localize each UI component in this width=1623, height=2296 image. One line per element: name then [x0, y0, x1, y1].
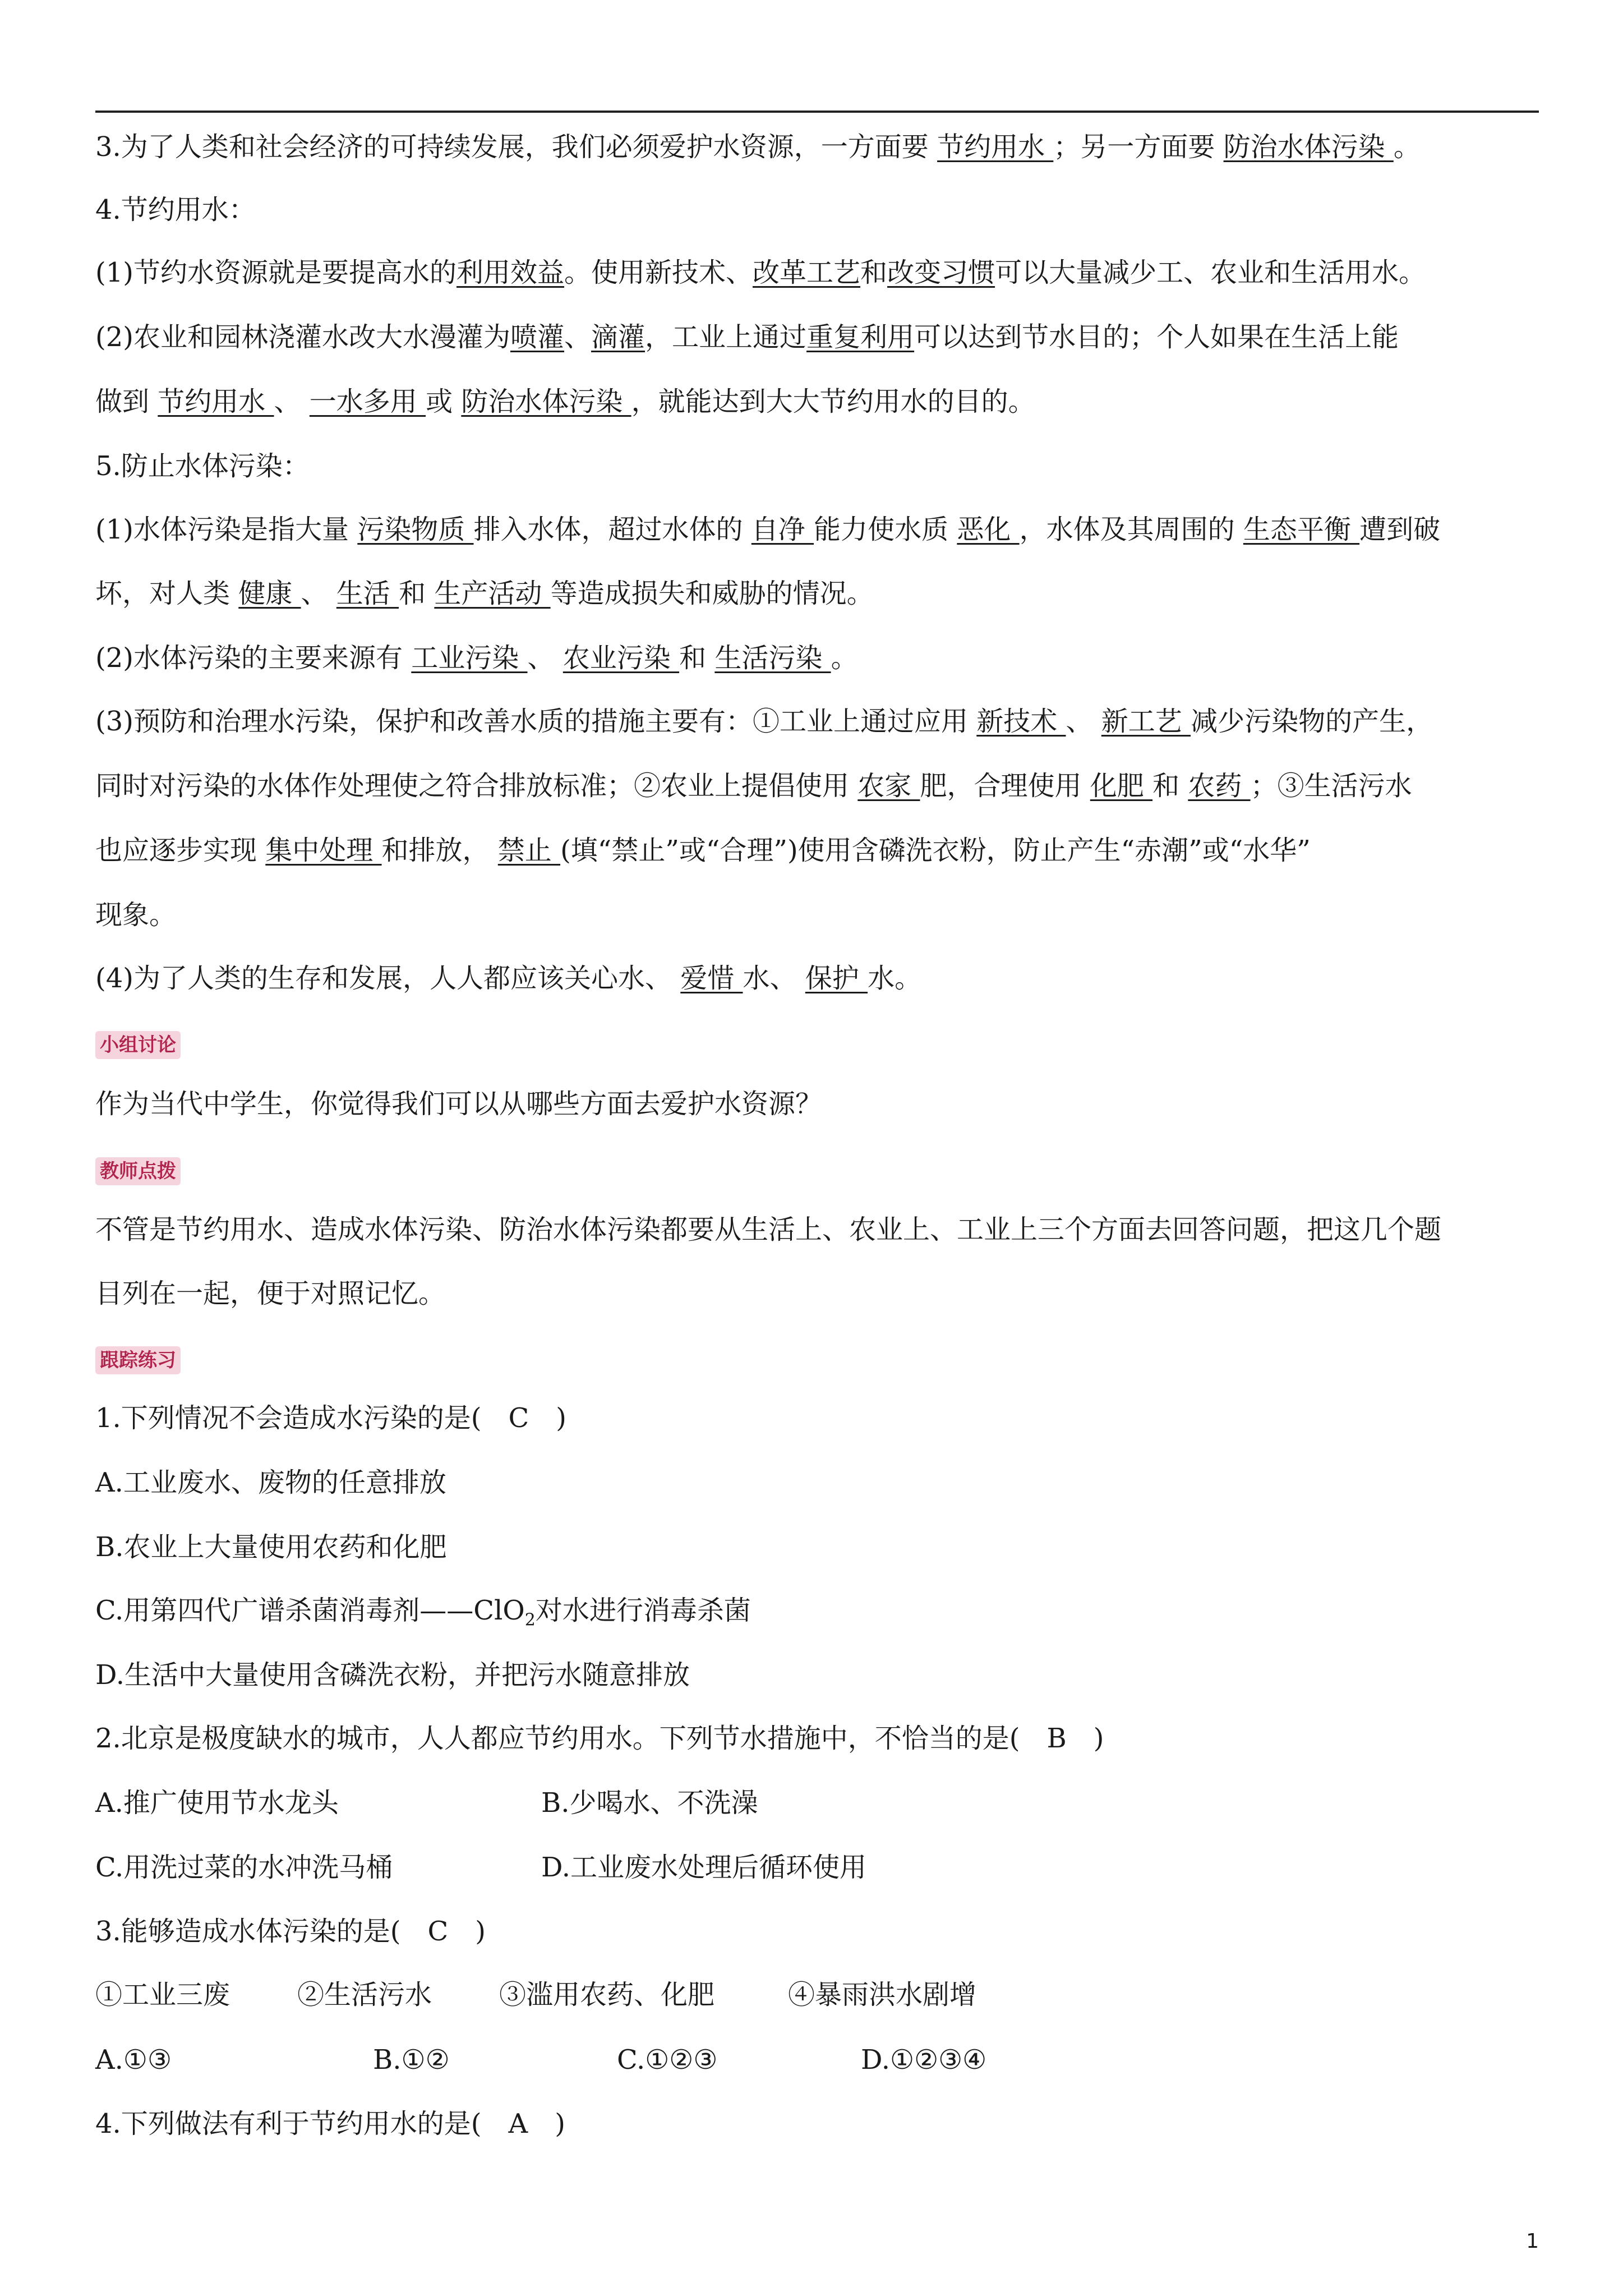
answer-blank: 新工艺	[1101, 706, 1191, 737]
q3-stem: 3.能够造成水体污染的是( C )	[95, 1916, 486, 1947]
answer-blank: 恶化	[957, 514, 1020, 545]
text: (1)水体污染是指大量	[95, 514, 358, 545]
text: ；另一方面要	[1053, 131, 1224, 163]
text: ，工业上通过	[645, 321, 807, 353]
text: 水、	[743, 963, 805, 994]
answer-blank: 改革工艺	[753, 257, 861, 288]
q3-option-c: C.①②③	[617, 2044, 718, 2076]
text: (2)农业和园林浇灌水改大水漫灌为	[95, 321, 510, 353]
text: 肥，合理使用	[920, 770, 1090, 802]
q1-option-a: A.工业废水、废物的任意排放	[95, 1467, 446, 1498]
answer-blank: 保护	[805, 963, 868, 994]
s3-line	[95, 127, 1542, 167]
text: 。使用新技术、	[564, 257, 753, 288]
s4-p2	[95, 317, 1542, 357]
text: (填“禁止”或“合理”)使用含磷洗衣粉，防止产生“赤潮”或“水华”	[560, 835, 1311, 866]
text: 做到	[95, 386, 158, 417]
text: 和排放，	[381, 835, 498, 866]
s5-p1-cont	[95, 573, 1542, 614]
answer-blank: 一水多用	[309, 386, 426, 417]
answer-blank: 滴灌	[591, 321, 645, 353]
text: 同时对污染的水体作处理使之符合排放标准；②农业上提倡使用	[95, 770, 858, 802]
answer-blank: 自净	[751, 514, 814, 545]
answer-blank: 农家	[857, 770, 920, 802]
header-rule	[95, 111, 1539, 113]
s4-p1	[95, 252, 1542, 293]
answer-blank: 节约用水	[158, 386, 274, 417]
answer-blank: 农业污染	[562, 642, 680, 674]
text: 排入水体，超过水体的	[473, 514, 751, 545]
text: 对水进行消毒杀菌	[535, 1595, 751, 1626]
q2-option-a: A.推广使用节水龙头	[95, 1787, 339, 1819]
q2-stem: 2.北京是极度缺水的城市，人人都应节约用水。下列节水措施中，不恰当的是( B )	[95, 1723, 1104, 1754]
q2-option-d: D.工业废水处理后循环使用	[541, 1852, 867, 1883]
text: 坏，对人类	[95, 578, 239, 609]
text: 。	[831, 642, 858, 674]
section-tag-discussion: 小组讨论	[95, 1031, 181, 1059]
answer-blank: 新技术	[976, 706, 1066, 737]
page-number: 1	[1526, 2230, 1539, 2253]
q1-stem: 1.下列情况不会造成水污染的是( C )	[95, 1402, 566, 1434]
text: 和	[399, 578, 435, 609]
text: 或	[426, 386, 462, 417]
q1-option-d: D.生活中大量使用含磷洗衣粉，并把污水随意排放	[95, 1659, 690, 1691]
text: ；③生活污水	[1250, 770, 1412, 802]
text: 3.为了人类和社会经济的可持续发展，我们必须爱护水资源，一方面要	[95, 131, 938, 163]
answer-blank: 工业污染	[411, 642, 528, 674]
answer-blank: 健康	[238, 578, 301, 609]
answer-blank: 防治水体污染	[1223, 131, 1394, 163]
text: 、	[1066, 706, 1101, 737]
text: (2)水体污染的主要来源有	[95, 642, 412, 674]
text: 减少污染物的产生，	[1191, 706, 1433, 737]
s5-p3	[95, 701, 1542, 742]
text: 、	[301, 578, 336, 609]
q1-option-c	[95, 1590, 1542, 1641]
answer-blank: 生态平衡	[1243, 514, 1360, 545]
q2-option-b: B.少喝水、不洗澡	[541, 1787, 758, 1819]
q4-stem: 4.下列做法有利于节约用水的是( A )	[95, 2108, 565, 2139]
text: 等造成损失和威胁的情况。	[550, 578, 874, 609]
q3-option-b: B.①②	[373, 2044, 450, 2076]
answer-blank: 化肥	[1090, 770, 1153, 802]
text: 。	[1393, 131, 1421, 163]
q3-item: ②生活污水	[297, 1979, 432, 2010]
answer-blank: 生活污染	[714, 642, 831, 674]
tips-line-1: 不管是节约用水、造成水体污染、防治水体污染都要从生活上、农业上、工业上三个方面去回答问题，把这几个题	[95, 1214, 1442, 1245]
section-tag-practice: 跟踪练习	[95, 1346, 181, 1374]
text: 和	[860, 257, 888, 288]
text: 能力使水质	[814, 514, 957, 545]
answer-blank: 爱惜	[680, 963, 743, 994]
text: (3)预防和治理水污染，保护和改善水质的措施主要有：①工业上通过应用	[95, 706, 977, 737]
text: 也应逐步实现	[95, 835, 266, 866]
subscript: 2	[524, 1610, 536, 1630]
s5-p1	[95, 509, 1542, 550]
answer-blank: 防治水体污染	[461, 386, 631, 417]
text: 可以达到节水目的；个人如果在生活上能	[914, 321, 1399, 353]
text: 、	[274, 386, 310, 417]
s4-p2-cont	[95, 381, 1542, 422]
s5-p4	[95, 958, 1542, 999]
text: ，就能达到大大节约用水的目的。	[631, 386, 1035, 417]
text: 可以大量减少工、农业和生活用水。	[995, 257, 1426, 288]
text: (1)节约水资源就是要提高水的	[95, 257, 457, 288]
answer-blank: 集中处理	[265, 835, 382, 866]
answer-blank: 利用效益	[457, 257, 565, 288]
text: 遭到破	[1359, 514, 1441, 545]
q3-item: ④暴雨洪水剧增	[788, 1979, 977, 2010]
q1-option-b: B.农业上大量使用农药和化肥	[95, 1531, 447, 1563]
text: 和	[679, 642, 715, 674]
text: ，水体及其周围的	[1019, 514, 1243, 545]
text: (4)为了人类的生存和发展，人人都应该关心水、	[95, 963, 681, 994]
section-tag-tips: 教师点拨	[95, 1157, 181, 1185]
text: 和	[1152, 770, 1188, 802]
q3-option-a: A.①③	[95, 2044, 172, 2076]
answer-blank: 节约用水	[937, 131, 1054, 163]
text: 、	[564, 321, 592, 353]
q3-item: ③滥用农药、化肥	[499, 1979, 715, 2010]
text: 水。	[868, 963, 922, 994]
s5-p3-cont3: 现象。	[95, 899, 177, 931]
answer-blank: 禁止	[497, 835, 561, 866]
s5-p3-cont2	[95, 830, 1542, 871]
answer-blank: 喷灌	[510, 321, 565, 353]
answer-blank: 污染物质	[357, 514, 474, 545]
s5-heading: 5.防止水体污染：	[95, 450, 310, 482]
tips-line-2: 目列在一起，便于对照记忆。	[95, 1278, 446, 1309]
q2-option-c: C.用洗过菜的水冲洗马桶	[95, 1852, 393, 1883]
s5-p2	[95, 638, 1542, 678]
s4-heading: 4.节约用水：	[95, 194, 256, 226]
answer-blank: 农药	[1188, 770, 1251, 802]
text: 、	[527, 642, 563, 674]
text: C.用第四代广谱杀菌消毒剂——ClO	[95, 1595, 525, 1626]
answer-blank: 重复利用	[806, 321, 915, 353]
answer-blank: 改变习惯	[887, 257, 995, 288]
discussion-text: 作为当代中学生，你觉得我们可以从哪些方面去爱护水资源？	[95, 1088, 823, 1120]
answer-blank: 生活	[336, 578, 399, 609]
answer-blank: 生产活动	[434, 578, 551, 609]
q3-item: ①工业三废	[95, 1979, 230, 2010]
q3-option-d: D.①②③④	[861, 2044, 987, 2076]
s5-p3-cont	[95, 766, 1542, 806]
